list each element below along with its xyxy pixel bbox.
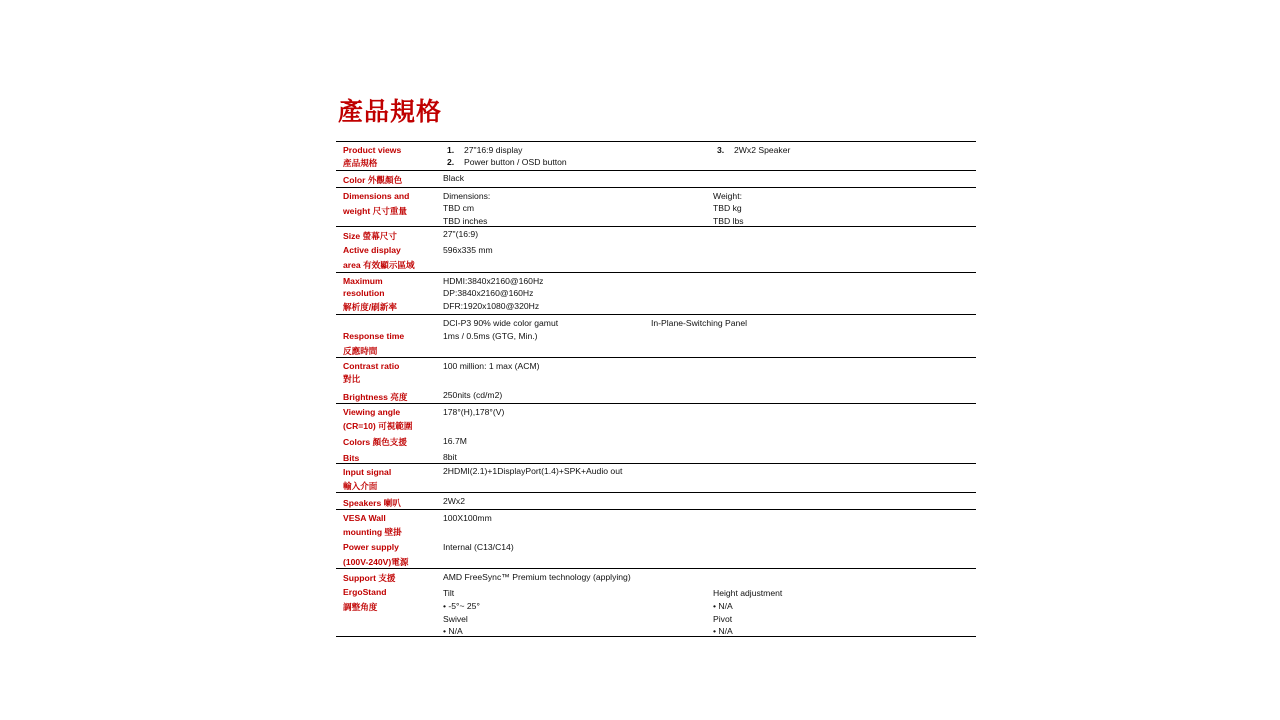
label-resolution: resolution bbox=[343, 288, 385, 298]
value-weight-lbs: TBD lbs bbox=[713, 216, 744, 226]
spec-row-color bbox=[336, 170, 976, 188]
value-input-signal: 2HDMI(2.1)+1DisplayPort(1.4)+SPK+Audio out bbox=[443, 466, 623, 476]
spec-row-product-views bbox=[336, 141, 976, 171]
spec-row-support bbox=[336, 568, 976, 637]
value-resolution-hdmi: HDMI:3840x2160@160Hz bbox=[443, 276, 544, 286]
value-contrast: 100 million: 1 max (ACM) bbox=[443, 361, 540, 371]
label-power-supply: Power supply bbox=[343, 542, 399, 552]
value-active-area: 596x335 mm bbox=[443, 245, 493, 255]
value-panel-type: In-Plane-Switching Panel bbox=[651, 318, 748, 328]
value-dimensions-in: TBD inches bbox=[443, 216, 488, 226]
spec-row-size bbox=[336, 226, 976, 273]
value-brightness: 250nits (cd/m2) bbox=[443, 390, 503, 400]
value-colors: 16.7M bbox=[443, 436, 467, 446]
label-vesa: VESA Wall bbox=[343, 513, 386, 523]
label-dimensions: Dimensions and bbox=[343, 191, 410, 201]
value-swivel: • N/A bbox=[443, 626, 463, 636]
value-weight-header: Weight: bbox=[713, 191, 742, 201]
label-input-signal-zh: 輸入介面 bbox=[343, 481, 378, 491]
label-ergostand-zh: 調整角度 bbox=[343, 602, 378, 612]
label-input-signal: Input signal bbox=[343, 467, 392, 477]
label-max-resolution: Maximum bbox=[343, 276, 383, 286]
label-resolution-zh: 解析度/刷新率 bbox=[343, 302, 397, 312]
label-brightness: Brightness 亮度 bbox=[343, 392, 408, 402]
label-support: Support 支援 bbox=[343, 573, 396, 583]
value-resolution-dp: DP:3840x2160@160Hz bbox=[443, 288, 534, 298]
spec-row-dimensions bbox=[336, 187, 976, 227]
label-colors: Colors 顏色支援 bbox=[343, 437, 407, 447]
value-color-gamut: DCI-P3 90% wide color gamut bbox=[443, 318, 559, 328]
product-view-item: 2Wx2 Speaker bbox=[734, 145, 791, 155]
value-tilt-label: Tilt bbox=[443, 588, 455, 598]
label-response-time: Response time bbox=[343, 331, 405, 341]
label-bits: Bits bbox=[343, 453, 360, 463]
label-active-display: Active display bbox=[343, 245, 401, 255]
spec-row-contrast bbox=[336, 357, 976, 404]
label-viewing-angle: Viewing angle bbox=[343, 407, 401, 417]
value-response-time: 1ms / 0.5ms (GTG, Min.) bbox=[443, 331, 538, 341]
spec-row-response bbox=[336, 314, 976, 358]
value-size: 27"(16:9) bbox=[443, 229, 479, 239]
label-viewing-angle-zh: (CR=10) 可視範圍 bbox=[343, 421, 413, 431]
spec-row-vesa bbox=[336, 509, 976, 569]
value-height-label: Height adjustment bbox=[713, 588, 783, 598]
label-ergostand: ErgoStand bbox=[343, 587, 387, 597]
label-vesa-mounting: mounting 壁掛 bbox=[343, 527, 402, 537]
label-response-time-zh: 反應時間 bbox=[343, 346, 378, 356]
value-speakers: 2Wx2 bbox=[443, 496, 465, 506]
spec-row-viewing bbox=[336, 403, 976, 464]
value-weight-kg: TBD kg bbox=[713, 203, 742, 213]
label-contrast: Contrast ratio bbox=[343, 361, 400, 371]
value-freesync: AMD FreeSync™ Premium technology (applying) bbox=[443, 572, 631, 582]
label-active-area: area 有效顯示區域 bbox=[343, 260, 415, 270]
value-resolution-dfr: DFR:1920x1080@320Hz bbox=[443, 301, 540, 311]
value-power-supply: Internal (C13/C14) bbox=[443, 542, 514, 552]
list-number: 2. bbox=[447, 157, 455, 167]
value-height: • N/A bbox=[713, 601, 733, 611]
list-number: 3. bbox=[717, 145, 725, 155]
label-dimensions-zh: weight 尺寸重量 bbox=[343, 206, 407, 216]
product-view-item: Power button / OSD button bbox=[464, 157, 567, 167]
spec-row-resolution bbox=[336, 272, 976, 315]
value-tilt: • -5°~ 25° bbox=[443, 601, 480, 611]
value-swivel-label: Swivel bbox=[443, 614, 468, 624]
value-bits: 8bit bbox=[443, 452, 457, 462]
label-product-views-zh: 產品規格 bbox=[343, 158, 378, 168]
value-vesa: 100X100mm bbox=[443, 513, 492, 523]
value-viewing-angle: 178°(H),178°(V) bbox=[443, 407, 505, 417]
value-pivot-label: Pivot bbox=[713, 614, 733, 624]
value-dimensions-header: Dimensions: bbox=[443, 191, 491, 201]
value-color: Black bbox=[443, 173, 465, 183]
value-dimensions-cm: TBD cm bbox=[443, 203, 475, 213]
label-contrast-zh: 對比 bbox=[343, 374, 361, 384]
list-number: 1. bbox=[447, 145, 455, 155]
product-view-item: 27"16:9 display bbox=[464, 145, 523, 155]
label-speakers: Speakers 喇叭 bbox=[343, 498, 401, 508]
label-power-range: (100V-240V)電源 bbox=[343, 557, 409, 567]
page-title: 產品規格 bbox=[338, 97, 443, 126]
label-product-views: Product views bbox=[343, 145, 402, 155]
spec-row-speakers bbox=[336, 492, 976, 510]
label-color: Color 外觀顏色 bbox=[343, 175, 403, 185]
spec-row-input bbox=[336, 463, 976, 493]
value-pivot: • N/A bbox=[713, 626, 733, 636]
label-size: Size 螢幕尺寸 bbox=[343, 231, 397, 241]
